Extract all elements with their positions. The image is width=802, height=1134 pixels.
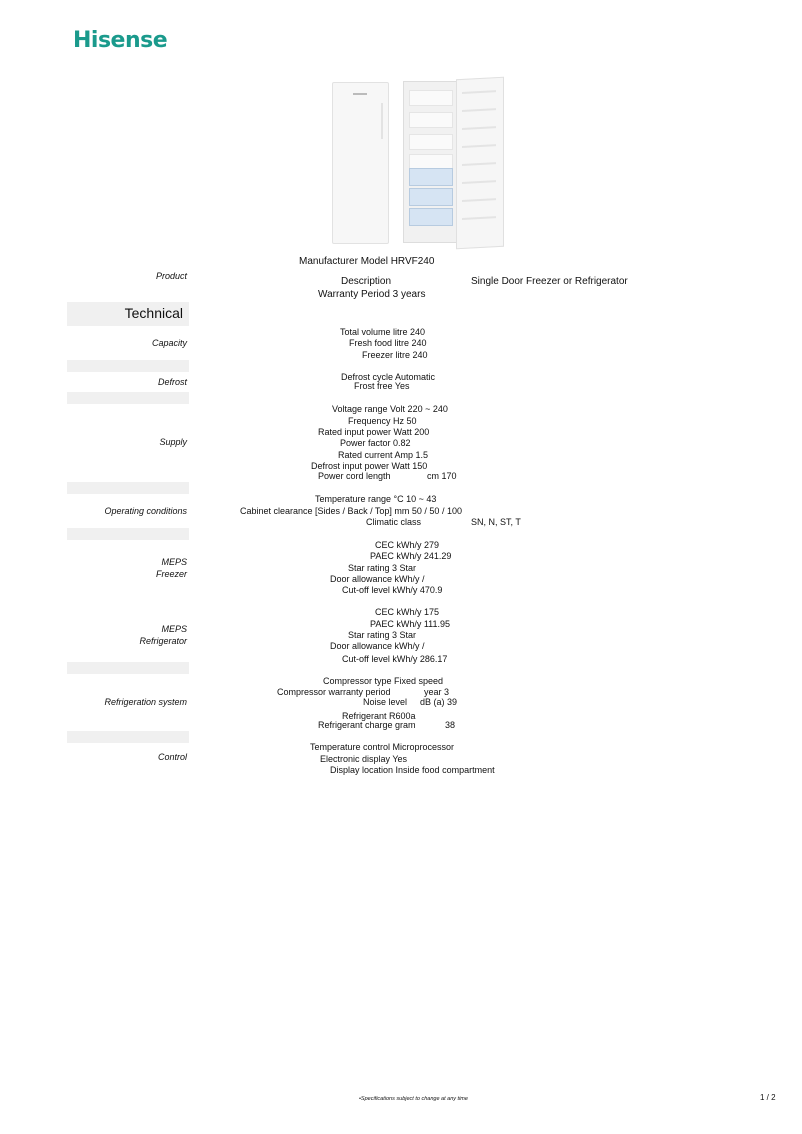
product-description-value: Single Door Freezer or Refrigerator [471, 276, 628, 287]
supply-frequency: Frequency Hz 50 [348, 416, 417, 426]
section-label-meps-refrigerator: MEPS Refrigerator [139, 624, 187, 646]
product-warranty: Warranty Period 3 years [318, 289, 426, 300]
freezer-star-rating: Star rating 3 Star [348, 563, 417, 573]
freezer-paec: PAEC kWh/y 241.29 [370, 551, 452, 561]
freezer-door-allowance: Door allowance kWh/y / [330, 574, 425, 584]
hisense-logo: Hisense [73, 28, 168, 53]
defrost-cycle: Defrost cycle Automatic [341, 372, 436, 382]
freezer-cutoff: Cut-off level kWh/y 470.9 [342, 585, 443, 595]
refrigerant-charge-value: 38 [445, 720, 456, 730]
supply-rated-input: Rated input power Watt 200 [318, 427, 430, 437]
section-label-operating: Operating conditions [104, 506, 187, 516]
compressor-type: Compressor type Fixed speed [323, 676, 444, 686]
supply-cord-value: cm 170 [427, 471, 457, 481]
supply-voltage: Voltage range Volt 220 ~ 240 [332, 404, 448, 414]
noise-level-value: dB (a) 39 [420, 697, 458, 707]
section-label-supply: Supply [159, 437, 187, 447]
page-number: 1 / 2 [760, 1093, 776, 1102]
operating-clearance: Cabinet clearance [Sides / Back / Top] mm 50 / 50 / 100 [240, 506, 462, 516]
temperature-control: Temperature control Microprocessor [310, 742, 455, 752]
supply-defrost-input: Defrost input power Watt 150 [311, 461, 428, 471]
refrigerator-door-allowance: Door allowance kWh/y / [330, 641, 425, 651]
supply-power-factor: Power factor 0.82 [340, 438, 411, 448]
capacity-freezer: Freezer litre 240 [362, 350, 428, 360]
section-label-defrost: Defrost [157, 377, 187, 387]
supply-rated-current: Rated current Amp 1.5 [338, 450, 429, 460]
refrigerator-open-icon [403, 81, 503, 247]
freezer-cec: CEC kWh/y 279 [375, 540, 440, 550]
separator-bar [67, 482, 189, 494]
section-label-capacity: Capacity [151, 338, 187, 348]
separator-bar [67, 528, 189, 540]
product-photos [326, 76, 506, 246]
capacity-total: Total volume litre 240 [340, 327, 426, 337]
refrigerant-type: Refrigerant R600a [342, 711, 416, 721]
section-label-control: Control [157, 752, 187, 762]
separator-bar [67, 392, 189, 404]
separator-bar [67, 662, 189, 674]
electronic-display: Electronic display Yes [320, 754, 408, 764]
refrigerator-closed-icon [332, 82, 389, 244]
compressor-warranty-value: year 3 [424, 687, 450, 697]
section-label-meps-freezer: MEPS Freezer [155, 557, 187, 579]
technical-heading: Technical [67, 302, 189, 326]
noise-level-label: Noise level [363, 697, 408, 707]
section-label-product: Product [155, 271, 187, 281]
refrigerant-charge-label: Refrigerant charge gram [318, 720, 416, 730]
operating-climatic-value: SN, N, ST, T [471, 517, 521, 527]
separator-bar [67, 360, 189, 372]
product-model: Manufacturer Model HRVF240 [299, 256, 435, 267]
defrost-frost-free: Frost free Yes [354, 381, 410, 391]
operating-temp-range: Temperature range °C 10 ~ 43 [315, 494, 437, 504]
product-description-label: Description [341, 276, 392, 287]
refrigerator-star-rating: Star rating 3 Star [348, 630, 417, 640]
refrigerator-cutoff: Cut-off level kWh/y 286.17 [342, 654, 448, 664]
footer-disclaimer: •Specifications subject to change at any time [359, 1096, 468, 1102]
compressor-warranty-label: Compressor warranty period [277, 687, 391, 697]
operating-climatic-label: Climatic class [366, 517, 422, 527]
capacity-fresh: Fresh food litre 240 [349, 338, 427, 348]
section-label-refrigeration: Refrigeration system [104, 697, 187, 707]
separator-bar [67, 731, 189, 743]
display-location: Display location Inside food compartment [330, 765, 495, 775]
refrigerator-cec: CEC kWh/y 175 [375, 607, 440, 617]
supply-cord-label: Power cord length [318, 471, 391, 481]
refrigerator-paec: PAEC kWh/y 111.95 [370, 619, 451, 629]
